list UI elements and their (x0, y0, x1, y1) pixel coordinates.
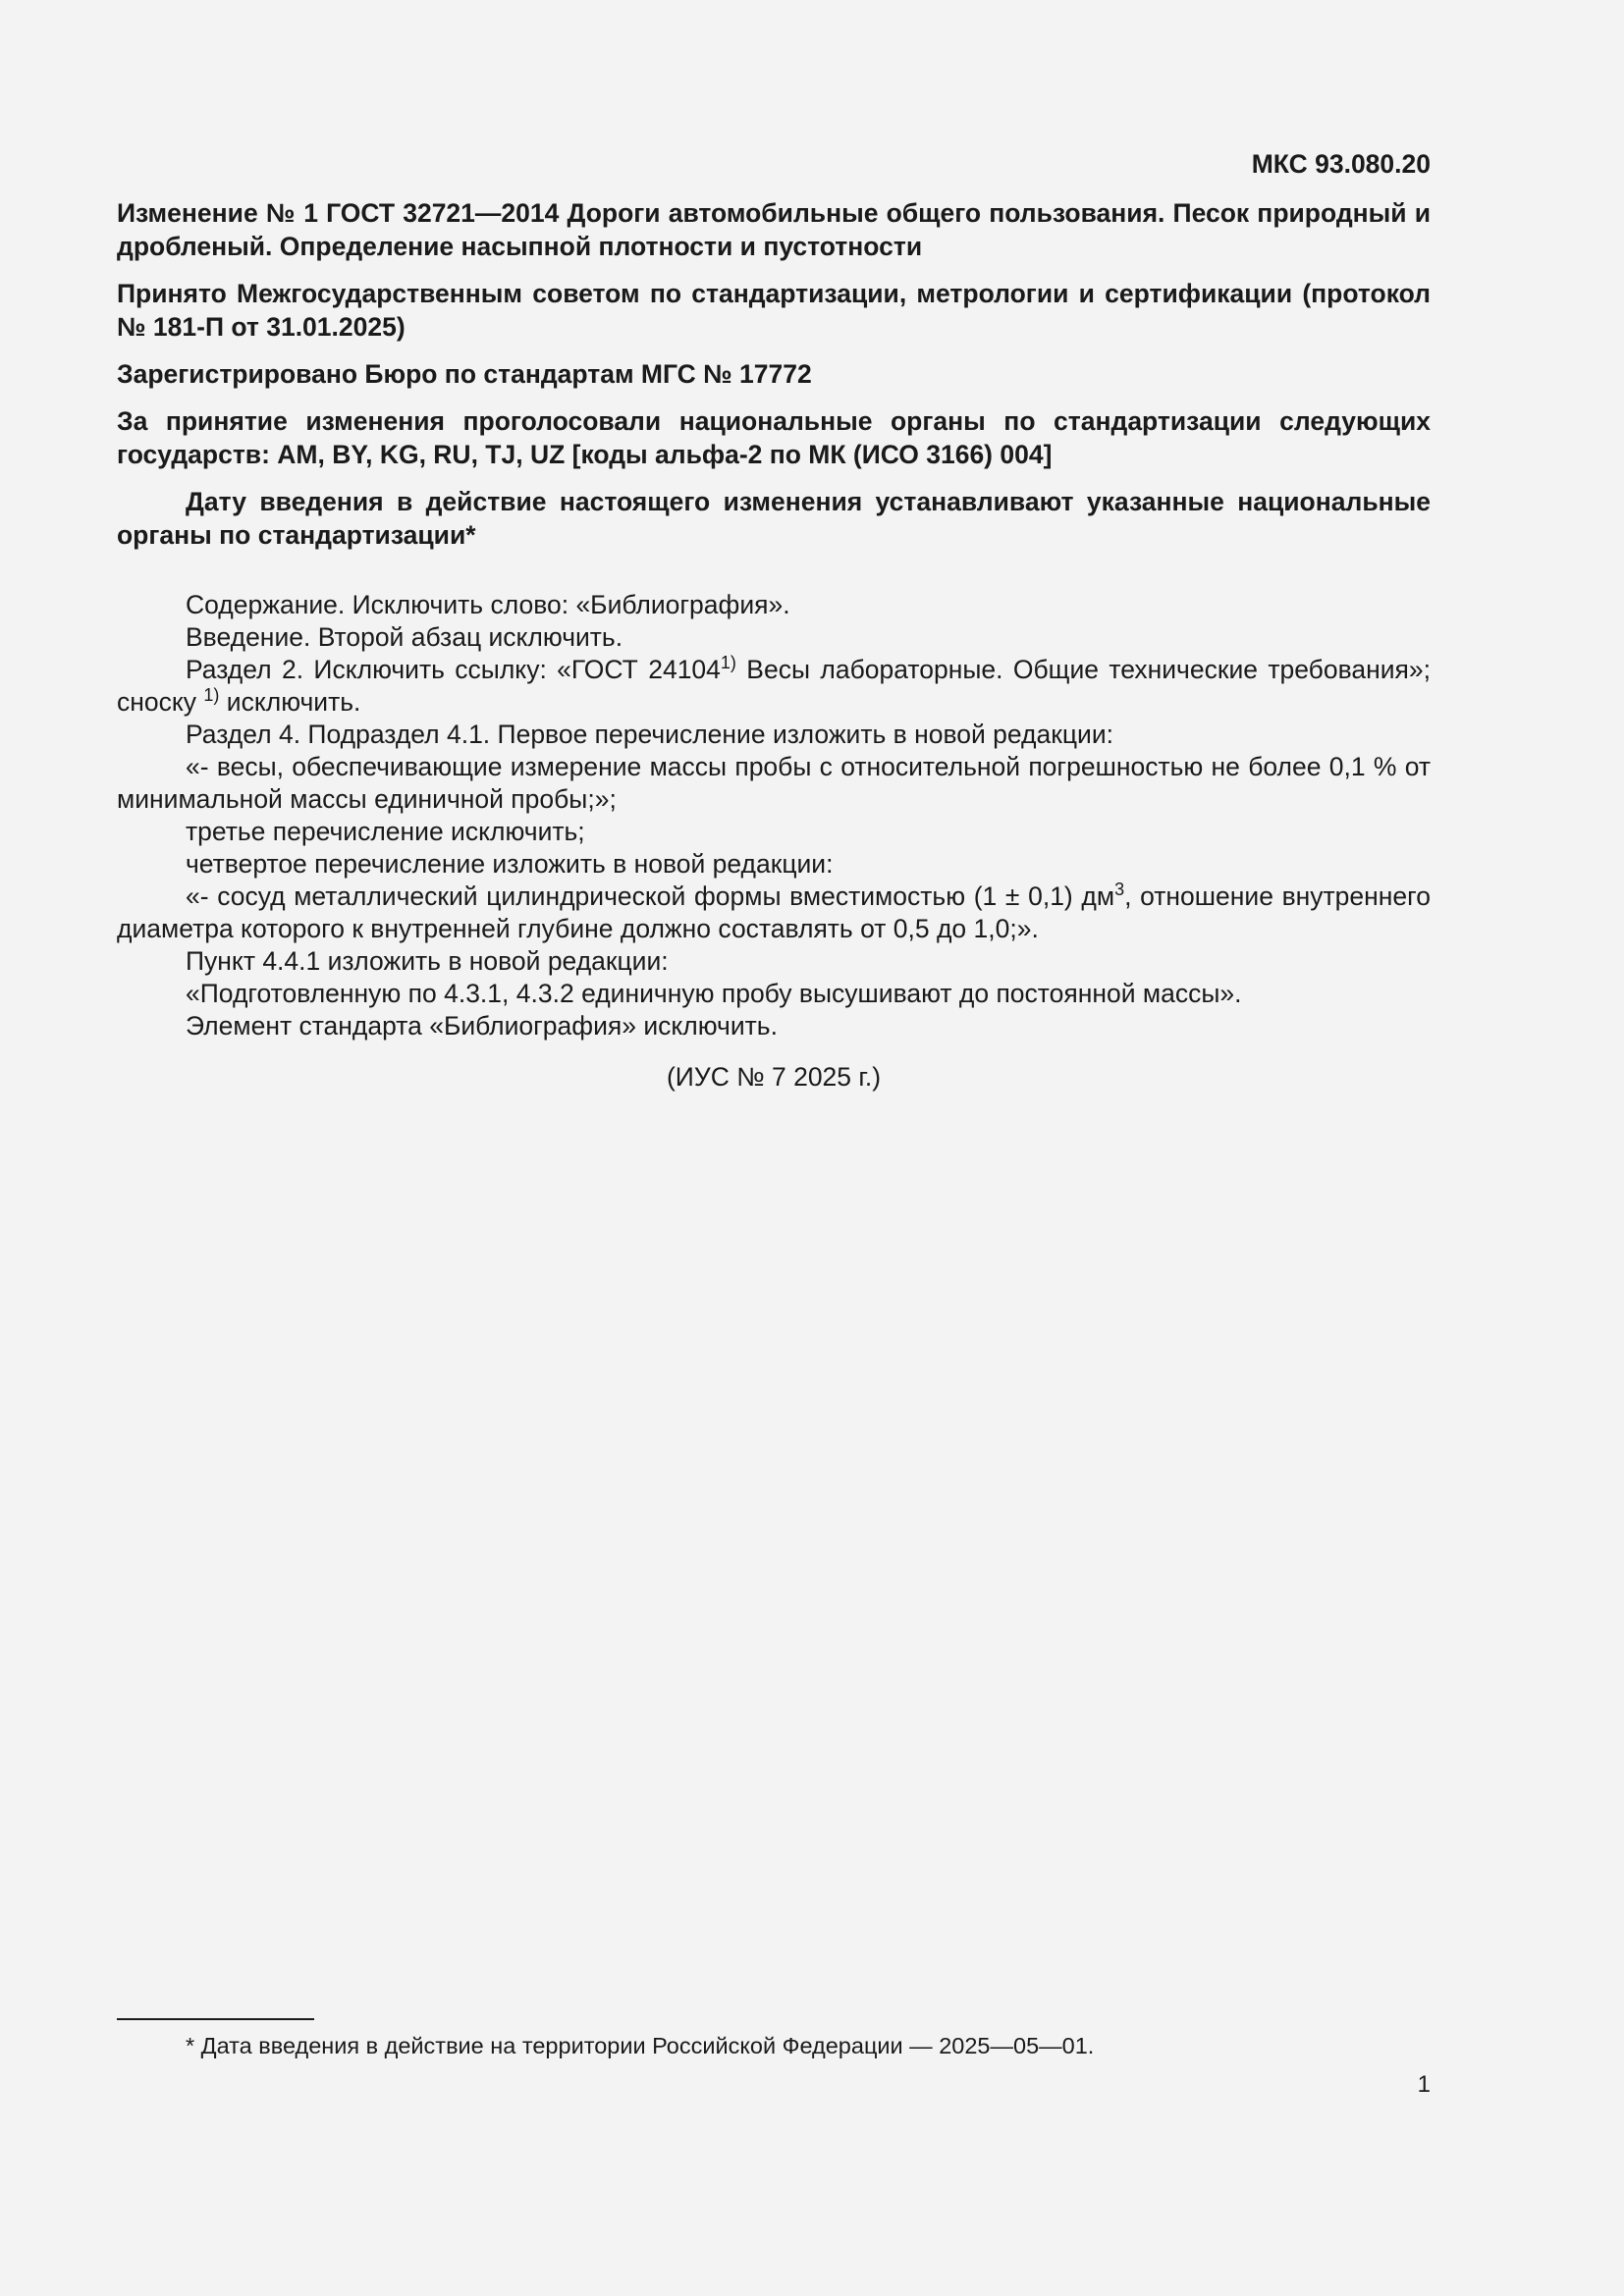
body-paragraph: третье перечисление исключить; (186, 817, 585, 846)
amendment-body (117, 589, 1431, 1094)
body-paragraph: Раздел 4. Подраздел 4.1. Первое перечисление изложить в новой редакции: (186, 720, 1113, 749)
text-span: Весы лабораторные. Общие технические требования»; сноску (117, 655, 1431, 717)
body-paragraph: четвертое перечисление изложить в новой редакции: (186, 849, 834, 879)
ius-reference: (ИУС № 7 2025 г.) (666, 1062, 882, 1092)
footnote-divider (117, 2018, 314, 2020)
footnote-marker: 1) (720, 653, 736, 673)
body-paragraph-vessel (117, 881, 1431, 945)
adoption-statement: Принято Межгосударственным советом по стандартизации, метрологии и сертификации (протокол № 181-П от 31.01.2025) (117, 279, 1431, 342)
footnote-marker: 1) (203, 685, 220, 706)
body-paragraph-section-2 (117, 654, 1431, 719)
registration-statement: Зарегистрировано Бюро по стандартам МГС № 17772 (117, 359, 812, 389)
body-paragraph: «Подготовленную по 4.3.1, 4.3.2 единичную пробу высушивают до постоянной массы». (186, 979, 1242, 1008)
body-paragraph: Введение. Второй абзац исключить. (186, 622, 623, 652)
body-paragraph: «- весы, обеспечивающие измерение массы пробы с относительной погрешностью не более 0,1 % от минимальной массы единичной пробы;»; (117, 752, 1431, 814)
superscript: 3 (1114, 880, 1125, 900)
body-paragraph: Элемент стандарта «Библиография» исключить. (186, 1011, 778, 1041)
text-span: , отношение внутреннего диаметра которого к внутренней глубине должно составлять от 0,5 до 1,0;». (117, 881, 1431, 943)
body-paragraph: Пункт 4.4.1 изложить в новой редакции: (186, 946, 669, 976)
document-content (117, 147, 1431, 1120)
voting-statement: За принятие изменения проголосовали национальные органы по стандартизации следующих государств: AM, BY, KG, RU, TJ, UZ [коды альфа-2 по МК (ИСО 3166) 004] (117, 406, 1431, 469)
text-span: «- сосуд металлический цилиндрической формы вместимостью (1 ± 0,1) дм (186, 881, 1115, 911)
mks-code: МКС 93.080.20 (1251, 149, 1431, 179)
effective-date-statement: Дату введения в действие настоящего изменения устанавливают указанные национальные органы по стандартизации* (117, 487, 1431, 550)
text-span: Раздел 2. Исключить ссылку: «ГОСТ 24104 (186, 655, 721, 684)
footnote: * Дата введения в действие на территории Российской Федерации — 2025—05—01. (186, 2033, 1095, 2058)
body-paragraph: Содержание. Исключить слово: «Библиография». (186, 590, 790, 619)
amendment-title: Изменение № 1 ГОСТ 32721—2014 Дороги автомобильные общего пользования. Песок природный и дробленый. Определение насыпной плотности и пустотности (117, 198, 1431, 261)
text-span: исключить. (219, 687, 361, 717)
page-number: 1 (1417, 2071, 1431, 2098)
